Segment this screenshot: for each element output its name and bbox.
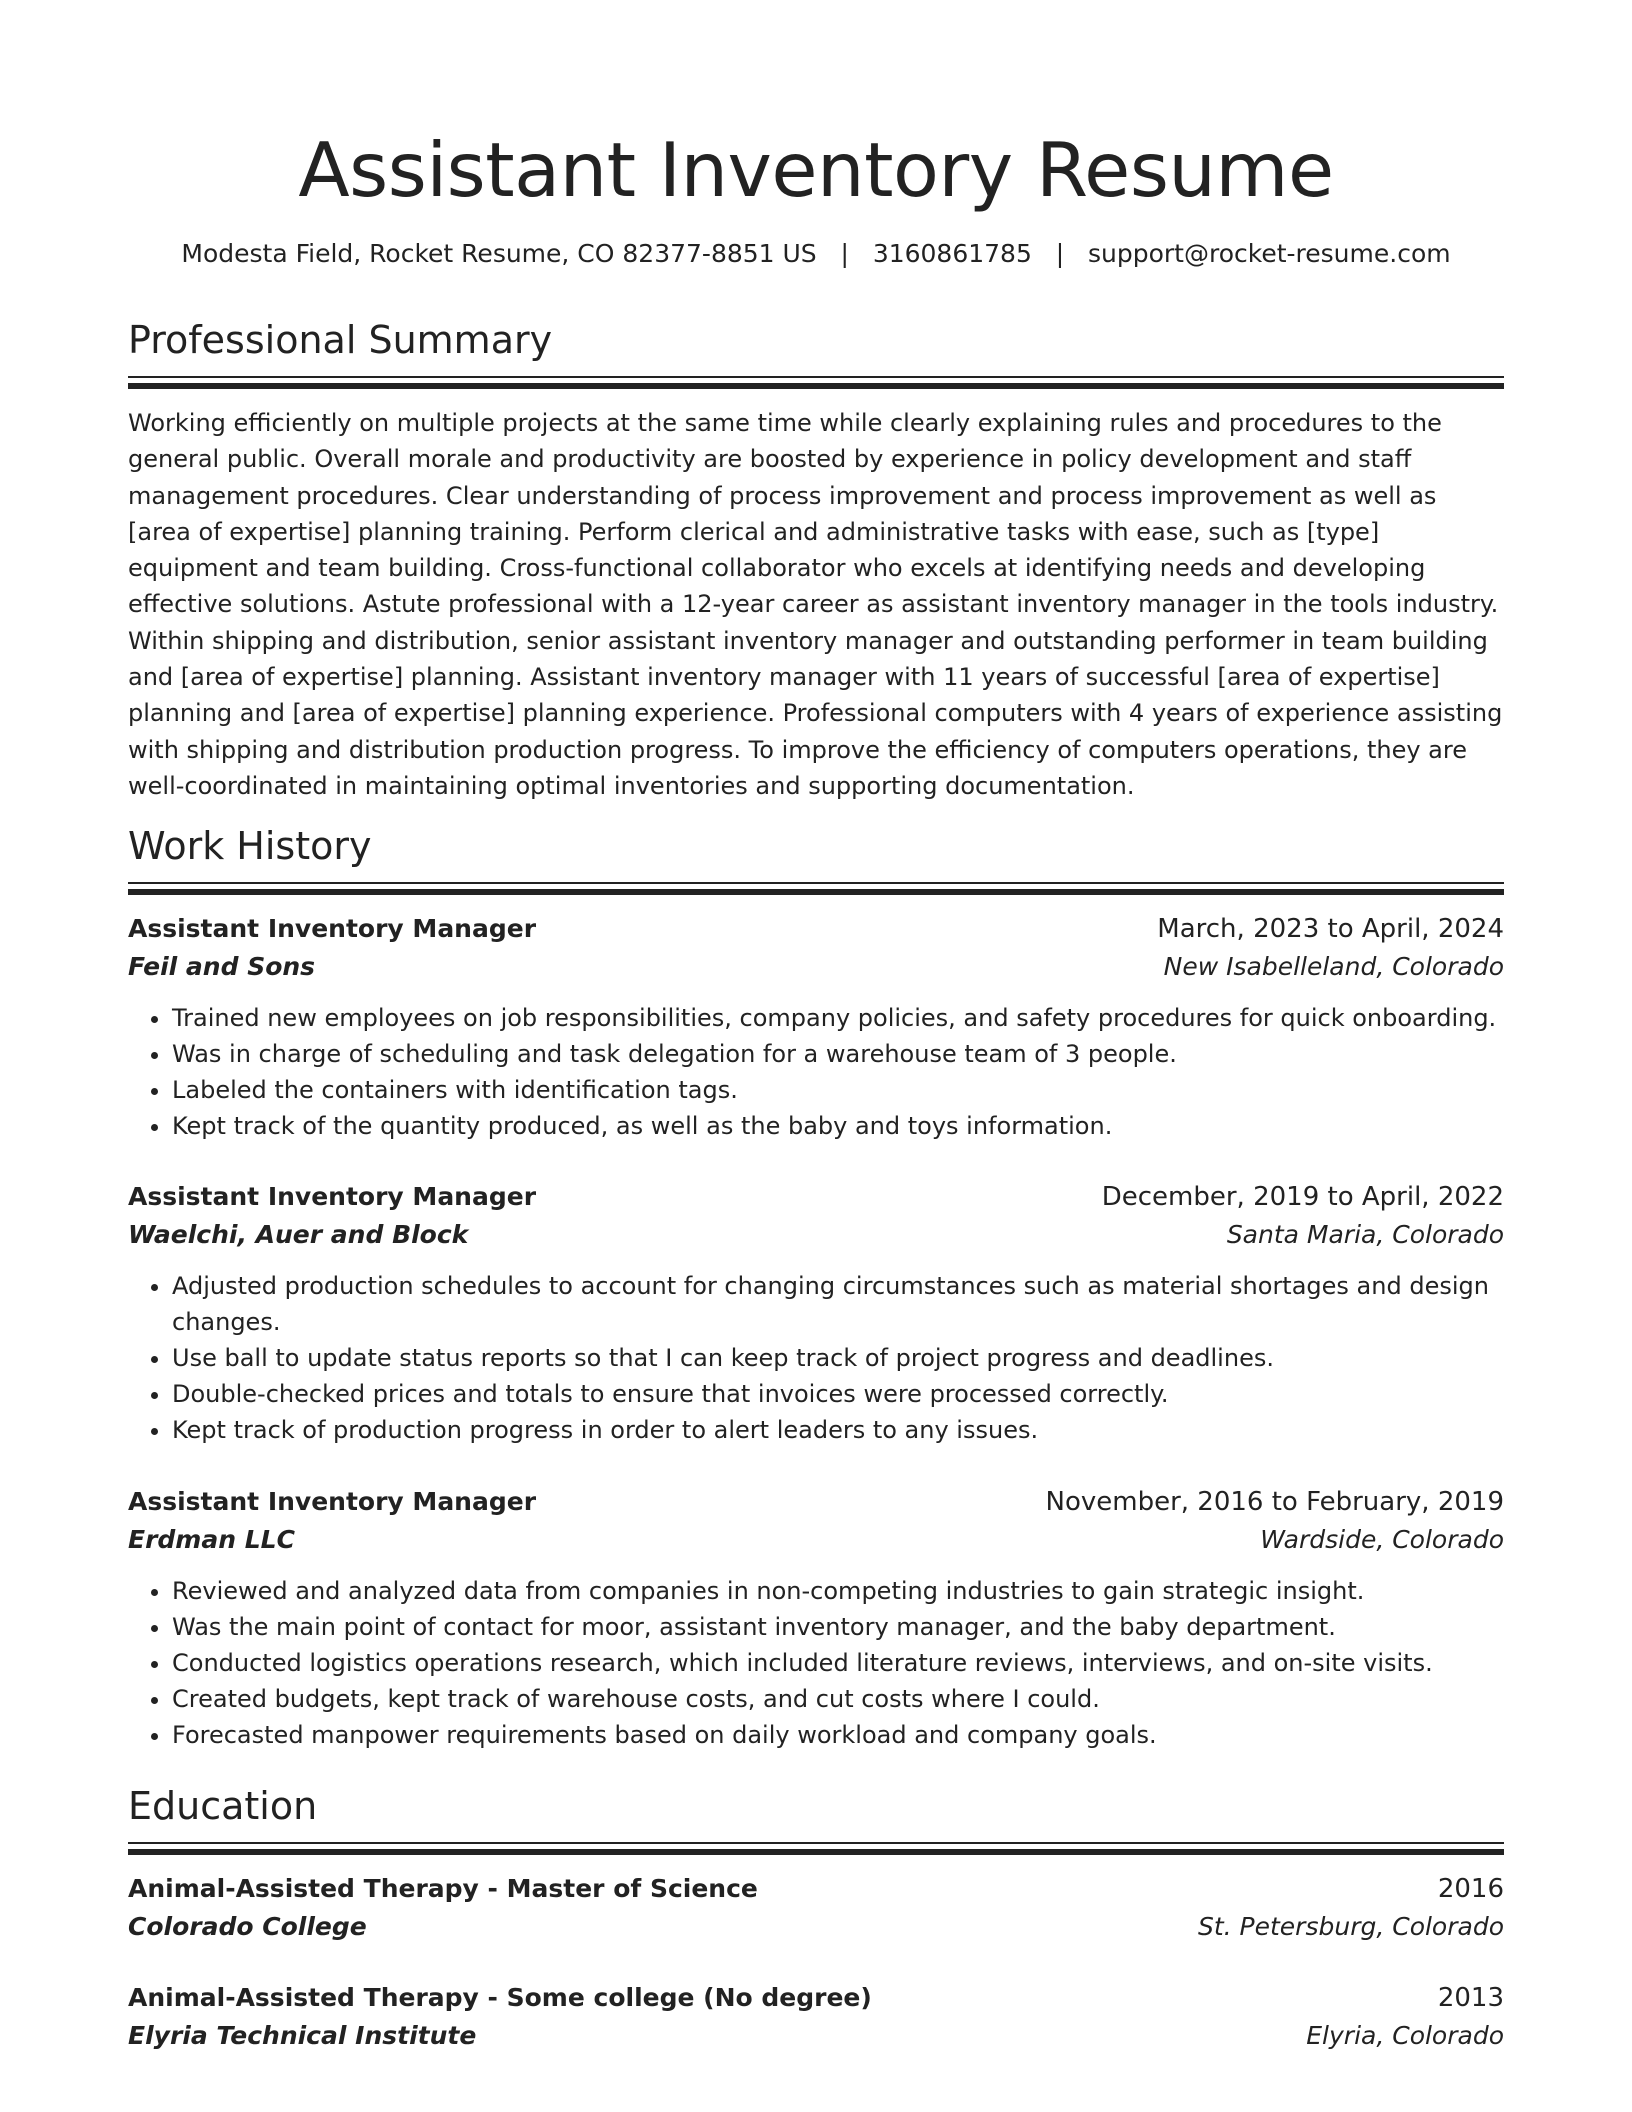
job-dates: November, 2016 to February, 2019	[1045, 1487, 1504, 1517]
job-entry	[128, 910, 1504, 1144]
list-item: • Adjusted production schedules to account for changing circumstances such as material shortages and design changes.	[172, 1268, 1504, 1340]
job-dates: December, 2019 to April, 2022	[1101, 1182, 1504, 1212]
list-item: • Use ball to update status reports so that I can keep track of project progress and deadlines.	[172, 1340, 1504, 1376]
job-bullets	[128, 1268, 1504, 1448]
contact-line	[128, 236, 1504, 272]
section-divider	[128, 383, 1504, 389]
list-item: • Kept track of the quantity produced, as well as the baby and toys information.	[172, 1108, 1504, 1144]
list-item: • Forecasted manpower requirements based on daily workload and company goals.	[172, 1717, 1504, 1753]
school-name: Colorado College	[128, 1912, 367, 1941]
school-location: Elyria, Colorado	[1306, 2021, 1504, 2050]
list-item: • Created budgets, kept track of warehouse costs, and cut costs where I could.	[172, 1681, 1504, 1717]
degree-name: Animal-Assisted Therapy - Master of Science	[128, 1874, 758, 1903]
section-heading-education: Education	[128, 1784, 318, 1828]
school-name: Elyria Technical Institute	[128, 2021, 477, 2050]
list-item: • Was in charge of scheduling and task delegation for a warehouse team of 3 people.	[172, 1036, 1504, 1072]
section-heading-summary: Professional Summary	[128, 318, 553, 362]
education-entry	[128, 1979, 1504, 2055]
contact-address: Modesta Field, Rocket Resume, CO 82377-8851 US	[181, 239, 817, 268]
list-item: • Reviewed and analyzed data from companies in non-competing industries to gain strategic insight.	[172, 1573, 1504, 1609]
list-item: • Kept track of production progress in order to alert leaders to any issues.	[172, 1412, 1504, 1448]
degree-name: Animal-Assisted Therapy - Some college (No degree)	[128, 1983, 872, 2012]
job-location: New Isabelleland, Colorado	[1163, 952, 1504, 981]
school-location: St. Petersburg, Colorado	[1197, 1912, 1504, 1941]
graduation-year: 2013	[1437, 1983, 1504, 2013]
education-section	[128, 1780, 1504, 1855]
job-title: Assistant Inventory Manager	[128, 914, 537, 943]
education-entry	[128, 1870, 1504, 1946]
job-bullets	[128, 1000, 1504, 1144]
job-title: Assistant Inventory Manager	[128, 1182, 537, 1211]
employer-name: Waelchi, Auer and Block	[128, 1220, 469, 1249]
section-divider	[128, 1849, 1504, 1855]
work-history-section	[128, 820, 1504, 895]
graduation-year: 2016	[1437, 1874, 1504, 1904]
job-title: Assistant Inventory Manager	[128, 1487, 537, 1516]
list-item: • Double-checked prices and totals to ensure that invoices were processed correctly.	[172, 1376, 1504, 1412]
section-heading-work-history: Work History	[128, 824, 372, 868]
job-bullets	[128, 1573, 1504, 1753]
contact-separator: |	[840, 239, 849, 268]
job-entry	[128, 1483, 1504, 1753]
employer-name: Feil and Sons	[128, 952, 316, 981]
job-entry	[128, 1178, 1504, 1448]
contact-phone: 3160861785	[872, 239, 1032, 268]
section-divider	[128, 882, 1504, 884]
list-item: • Conducted logistics operations research, which included literature reviews, interviews, and on-site visits.	[172, 1645, 1504, 1681]
section-divider	[128, 376, 1504, 378]
job-location: Wardside, Colorado	[1260, 1525, 1504, 1554]
list-item: • Labeled the containers with identification tags.	[172, 1072, 1504, 1108]
section-divider	[128, 1842, 1504, 1844]
summary-section	[128, 314, 1504, 804]
job-dates: March, 2023 to April, 2024	[1157, 914, 1504, 944]
job-location: Santa Maria, Colorado	[1226, 1220, 1504, 1249]
section-divider	[128, 889, 1504, 895]
resume-title: Assistant Inventory Resume	[298, 126, 1334, 214]
employer-name: Erdman LLC	[128, 1525, 295, 1554]
list-item: • Was the main point of contact for moor, assistant inventory manager, and the baby department.	[172, 1609, 1504, 1645]
contact-email: support@rocket-resume.com	[1088, 239, 1451, 268]
contact-separator: |	[1055, 239, 1065, 268]
summary-text: Working efficiently on multiple projects at the same time while clearly explaining rules and procedures to the general public. Overall morale and productivity are boosted by experience in policy development and staff management procedures. Clear understanding of process improvement and process improvement as well as [area of expertise] planning training. Perform clerical and administrative tasks with ease, such as [type] equipment and team building. Cross-functional collaborator who excels at identifying needs and developing effective solutions. Astute professional with a 12-year career as assistant inventory manager in the tools industry. Within shipping and distribution, senior assistant inventory manager and outstanding performer in team building and [area of expertise] planning. Assistant inventory manager with 11 years of successful [area of expertise] planning and [area of expertise] planning experience. Professional computers with 4 years of experience assisting with shipping and distribution production progress. To improve the efficiency of computers operations, they are well-coordinated in maintaining optimal inventories and supporting documentation.	[128, 409, 1503, 800]
list-item: • Trained new employees on job responsibilities, company policies, and safety procedures for quick onboarding.	[172, 1000, 1504, 1036]
